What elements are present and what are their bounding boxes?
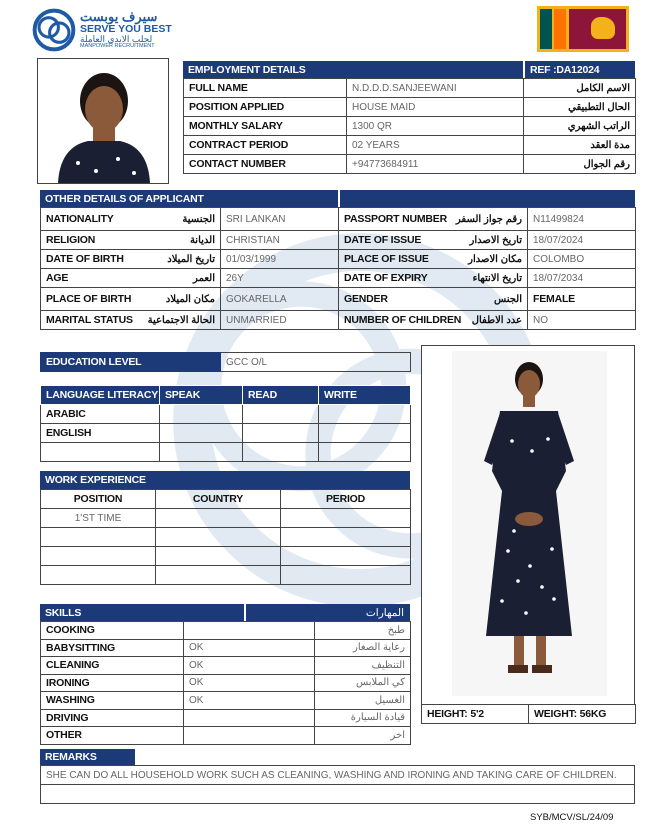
other-details-row: [41, 208, 636, 231]
skill-name-arabic: كي الملابس: [315, 674, 411, 692]
employment-label: MONTHLY SALARY: [184, 117, 347, 136]
detail-label: PLACE OF BIRTH: [46, 293, 132, 305]
employment-label: FULL NAME: [184, 79, 347, 98]
detail-label-arabic: تاريخ الانتهاء: [472, 272, 522, 284]
detail-value: 26Y: [221, 269, 339, 288]
work-row: [41, 509, 411, 528]
employment-value: HOUSE MAID: [347, 98, 524, 117]
work-experience-table: [40, 489, 411, 585]
detail-value: 01/03/1999: [221, 250, 339, 269]
remarks-empty-row: [41, 785, 635, 804]
work-row: [41, 547, 411, 566]
detail-label-arabic: تاريخ الاصدار: [469, 234, 522, 246]
detail-label-cell: [41, 269, 221, 288]
employment-table: [183, 78, 636, 174]
detail-label-cell: [339, 250, 528, 269]
language-level-cell: [160, 424, 243, 443]
work-row: [41, 528, 411, 547]
skill-name-arabic: اخر: [315, 727, 411, 745]
detail-value: 18/07/2024: [528, 231, 636, 250]
skill-name-arabic: رعاية الصغار: [315, 639, 411, 657]
skill-status: OK: [184, 674, 315, 692]
language-header: SPEAK: [160, 386, 243, 405]
detail-value: GOKARELLA: [221, 288, 339, 311]
sri-lanka-flag-icon: [537, 6, 629, 52]
language-level-cell: [243, 405, 319, 424]
language-name: ENGLISH: [41, 424, 160, 443]
work-country: [156, 528, 281, 547]
language-level-cell: [160, 443, 243, 462]
employment-label-arabic: الاسم الكامل: [524, 79, 636, 98]
brand-name: SERVE YOU BEST: [80, 22, 172, 35]
skill-name: DRIVING: [41, 709, 184, 727]
skill-status: [184, 709, 315, 727]
language-row: [41, 443, 411, 462]
reference-number: REF :DA12024: [523, 61, 635, 78]
work-period: [281, 547, 411, 566]
detail-label-arabic: الجنس: [493, 293, 522, 305]
other-details-row: [41, 269, 636, 288]
language-level-cell: [319, 424, 411, 443]
detail-label-cell: [41, 250, 221, 269]
skill-name-arabic: التنظيف: [315, 657, 411, 675]
detail-label-arabic: مكان الاصدار: [468, 253, 522, 265]
document-code: SYB/MCV/SL/24/09: [530, 812, 614, 823]
skill-name: WASHING: [41, 692, 184, 710]
skill-name: IRONING: [41, 674, 184, 692]
detail-label-arabic: عدد الاطفال: [471, 314, 522, 326]
full-body-photo-frame: [421, 345, 635, 705]
detail-value: 18/07/2034: [528, 269, 636, 288]
work-period: [281, 509, 411, 528]
language-header: LANGUAGE LITERACY: [41, 386, 160, 405]
education-label: EDUCATION LEVEL: [41, 353, 221, 372]
weight-value: WEIGHT: 56KG: [529, 705, 636, 724]
language-name: ARABIC: [41, 405, 160, 424]
skill-name: OTHER: [41, 727, 184, 745]
work-row: [41, 566, 411, 585]
other-details-row: [41, 250, 636, 269]
detail-label-arabic: الجنسية: [182, 213, 215, 225]
detail-label-cell: [339, 231, 528, 250]
language-row: [41, 405, 411, 424]
employment-label: CONTRACT PERIOD: [184, 136, 347, 155]
detail-label: RELIGION: [46, 234, 96, 246]
skills-header: SKILLS: [40, 604, 244, 621]
skill-status: OK: [184, 657, 315, 675]
detail-label-arabic: مكان الميلاد: [165, 293, 215, 305]
work-period: [281, 566, 411, 585]
language-header: WRITE: [319, 386, 411, 405]
brand-arabic-name: سيرف يوبست: [80, 9, 158, 25]
language-level-cell: [160, 405, 243, 424]
remarks-header: REMARKS: [40, 749, 135, 765]
detail-value: CHRISTIAN: [221, 231, 339, 250]
language-level-cell: [319, 443, 411, 462]
detail-value: FEMALE: [528, 288, 636, 311]
skill-name-arabic: الغسيل: [315, 692, 411, 710]
detail-label-arabic: تاريخ الميلاد: [167, 253, 215, 265]
detail-label: DATE OF BIRTH: [46, 253, 124, 265]
skill-name-arabic: طبخ: [315, 622, 411, 640]
detail-value: SRI LANKAN: [221, 208, 339, 231]
skill-row: [41, 692, 411, 710]
detail-label-cell: [41, 288, 221, 311]
remarks-table: [40, 765, 635, 804]
skill-row: [41, 674, 411, 692]
height-value: HEIGHT: 5'2: [422, 705, 529, 724]
detail-label: NATIONALITY: [46, 213, 114, 225]
work-header: POSITION: [41, 490, 156, 509]
language-level-cell: [243, 424, 319, 443]
work-header: PERIOD: [281, 490, 411, 509]
employment-value: +94773684911: [347, 155, 524, 174]
skill-row: [41, 727, 411, 745]
detail-label: DATE OF EXPIRY: [344, 272, 428, 284]
detail-label: PASSPORT NUMBER: [344, 213, 447, 225]
work-position: 1'ST TIME: [41, 509, 156, 528]
employment-row: [184, 79, 636, 98]
skill-name: CLEANING: [41, 657, 184, 675]
other-details-header: OTHER DETAILS OF APPLICANT: [40, 190, 338, 207]
detail-label-cell: [339, 208, 528, 231]
detail-label-cell: [41, 231, 221, 250]
skill-row: [41, 657, 411, 675]
detail-label-cell: [41, 208, 221, 231]
detail-label: GENDER: [344, 293, 388, 305]
employment-label-arabic: الراتب الشهري: [524, 117, 636, 136]
other-details-header-right: [338, 190, 635, 207]
brand-tagline: MANPOWER RECRUITMENT: [80, 43, 155, 50]
detail-value: UNMARRIED: [221, 311, 339, 330]
brand-logo: [32, 5, 192, 55]
portrait-photo-icon: [38, 59, 168, 183]
employment-value: 02 YEARS: [347, 136, 524, 155]
work-country: [156, 566, 281, 585]
detail-label: DATE OF ISSUE: [344, 234, 422, 246]
detail-label: NUMBER OF CHILDREN: [344, 314, 462, 326]
education-value: GCC O/L: [221, 353, 411, 372]
detail-label-cell: [339, 288, 528, 311]
employment-row: [184, 117, 636, 136]
language-row: [41, 424, 411, 443]
skill-row: [41, 622, 411, 640]
other-details-row: [41, 311, 636, 330]
other-details-table: [40, 207, 636, 330]
skills-table: [40, 621, 411, 745]
employment-label-arabic: مدة العقد: [524, 136, 636, 155]
work-position: [41, 547, 156, 566]
language-header: READ: [243, 386, 319, 405]
detail-value: N11499824: [528, 208, 636, 231]
education-table: [40, 352, 411, 372]
employment-row: [184, 155, 636, 174]
detail-label-cell: [339, 269, 528, 288]
detail-value: NO: [528, 311, 636, 330]
skill-status: [184, 727, 315, 745]
employment-label: POSITION APPLIED: [184, 98, 347, 117]
brand-arabic-tagline: لجلب الايدي العاملة: [80, 33, 153, 44]
employment-label-arabic: الحال التطبيقي: [524, 98, 636, 117]
skill-row: [41, 709, 411, 727]
work-header: COUNTRY: [156, 490, 281, 509]
skills-header-arabic: المهارات: [244, 604, 410, 621]
skill-name: BABYSITTING: [41, 639, 184, 657]
detail-label: AGE: [46, 272, 69, 284]
other-details-row: [41, 231, 636, 250]
work-position: [41, 566, 156, 585]
applicant-portrait: [37, 58, 169, 184]
detail-label-arabic: الحالة الاجتماعية: [147, 314, 215, 326]
language-table: [40, 385, 411, 462]
language-level-cell: [319, 405, 411, 424]
skill-status: [184, 622, 315, 640]
employment-row: [184, 98, 636, 117]
physical-table: [421, 704, 636, 724]
brand-emblem-icon: [32, 8, 76, 52]
remarks-text: SHE CAN DO ALL HOUSEHOLD WORK SUCH AS CLEANING, WASHING AND IRONING AND TAKING CARE OF CHILDREN.: [41, 766, 635, 785]
employment-row: [184, 136, 636, 155]
employment-value: N.D.D.D.SANJEEWANI: [347, 79, 524, 98]
employment-value: 1300 QR: [347, 117, 524, 136]
work-position: [41, 528, 156, 547]
employment-label-arabic: رقم الجوال: [524, 155, 636, 174]
other-details-row: [41, 288, 636, 311]
skill-name-arabic: قيادة السيارة: [315, 709, 411, 727]
skill-row: [41, 639, 411, 657]
detail-label-cell: [41, 311, 221, 330]
detail-label-arabic: رقم جواز السفر: [455, 213, 522, 225]
detail-label-cell: [339, 311, 528, 330]
detail-label-arabic: العمر: [193, 272, 215, 284]
language-name: [41, 443, 160, 462]
employment-label: CONTACT NUMBER: [184, 155, 347, 174]
language-level-cell: [243, 443, 319, 462]
detail-label-arabic: الديانة: [189, 234, 215, 246]
full-body-photo-icon: [452, 351, 607, 696]
detail-value: COLOMBO: [528, 250, 636, 269]
skill-name: COOKING: [41, 622, 184, 640]
skill-status: OK: [184, 639, 315, 657]
work-country: [156, 509, 281, 528]
detail-label: PLACE OF ISSUE: [344, 253, 429, 265]
work-country: [156, 547, 281, 566]
employment-details-header: EMPLOYMENT DETAILS: [183, 61, 523, 78]
work-experience-header: WORK EXPERIENCE: [40, 471, 410, 489]
skill-status: OK: [184, 692, 315, 710]
detail-label: MARITAL STATUS: [46, 314, 133, 326]
work-period: [281, 528, 411, 547]
